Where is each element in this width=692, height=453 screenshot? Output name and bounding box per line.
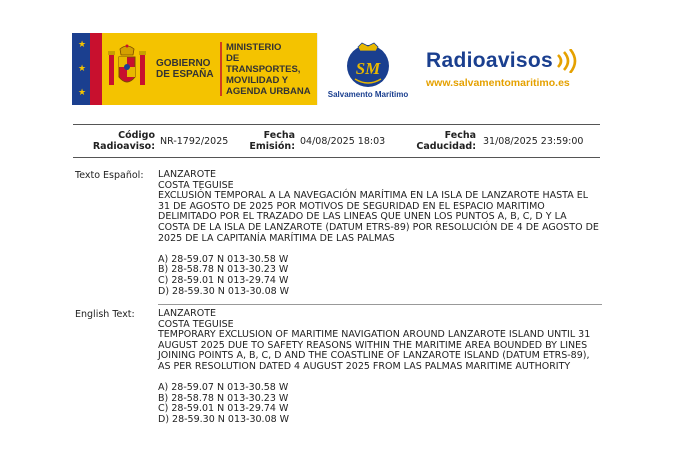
- radioavisos-title: Radioavisos: [426, 49, 603, 73]
- divider: [158, 304, 602, 305]
- radioavisos-logo: [418, 33, 603, 105]
- text-line: LANZAROTE: [158, 308, 217, 319]
- text-line: JOINING POINTS A, B, C, D AND THE COASTLINE OF LANZAROTE ISLAND (DATUM ETRS-89),: [158, 350, 590, 362]
- divider: [73, 157, 600, 158]
- coordinate-item: C) 28-59.01 N 013-29.74 W: [158, 274, 289, 286]
- star-icon: ★: [77, 39, 87, 50]
- salvamento-label: Salvamento Marítimo: [327, 90, 409, 99]
- text-line: 2025 DE LA CAPITANÍA MARÍTIMA DE LAS PALMAS: [158, 232, 395, 244]
- text-line: EXCLUSIÓN TEMPORAL A LA NAVEGACIÓN MARÍTIMA EN LA ISLA DE LANZAROTE HASTA EL: [158, 190, 589, 202]
- broadcast-waves-icon: [555, 49, 577, 73]
- emission-value: 04/08/2025 18:03: [300, 136, 386, 147]
- coat-of-arms-icon: [102, 33, 152, 105]
- text-line: TEMPORARY EXCLUSION OF MARITIME NAVIGATION AROUND LANZAROTE ISLAND UNTIL 31: [158, 329, 591, 341]
- coordinate-item: A) 28-59.07 N 013-30.58 W: [158, 382, 289, 394]
- expiry-value: 31/08/2025 23:59:00: [483, 136, 584, 147]
- spanish-text-block: [158, 170, 603, 297]
- anchor-crest-icon: [343, 39, 393, 89]
- header-banner: [72, 33, 603, 105]
- salvamento-maritimo-logo: [317, 33, 418, 105]
- expiry-label: Fecha Caducidad:: [416, 130, 476, 152]
- text-line: DELIMITADO POR EL TRAZADO DE LAS LINEAS QUE UNEN LOS PUNTOS A, B, C, D Y LA: [158, 211, 567, 223]
- spanish-text-label: Texto Español:: [75, 170, 144, 181]
- english-text-label: English Text:: [75, 309, 135, 320]
- coordinate-item: B) 28-58.78 N 013-30.23 W: [158, 264, 289, 276]
- coordinate-item: C) 28-59.01 N 013-29.74 W: [158, 403, 289, 415]
- svg-text:SM: SM: [355, 59, 381, 78]
- text-line: AUGUST 2025 DUE TO SAFETY REASONS WITHIN THE MARITIME AREA BOUNDED BY LINES: [158, 339, 588, 351]
- eu-flag-strip: [72, 33, 102, 105]
- coordinate-list: [158, 255, 603, 297]
- website-url: www.salvamentomaritimo.es: [426, 77, 570, 89]
- coordinate-list: [158, 383, 603, 425]
- divider: [73, 124, 600, 125]
- text-line: LANZAROTE: [158, 169, 217, 180]
- star-icon: ★: [77, 63, 87, 74]
- ministry-label: MINISTERIO DE TRANSPORTES, MOVILIDAD Y AGENDA URBANA: [226, 41, 311, 97]
- text-line: COSTA TEGUISE: [158, 179, 234, 191]
- code-label: Código Radioaviso:: [92, 130, 155, 152]
- english-text-block: [158, 309, 603, 426]
- coordinate-item: B) 28-58.78 N 013-30.23 W: [158, 392, 289, 404]
- emission-label: Fecha Emisión:: [249, 130, 295, 152]
- text-line: 31 DE AGOSTO DE 2025 POR MOTIVOS DE SEGURIDAD EN EL ESPACIO MARITIMO: [158, 200, 545, 212]
- notice-header: [73, 128, 600, 156]
- text-line: AS PER RESOLUTION DATED 4 AUGUST 2025 FROM LAS PALMAS MARITIME AUTHORITY: [158, 360, 571, 372]
- code-value: NR-1792/2025: [160, 136, 229, 147]
- divider: [220, 42, 222, 96]
- government-logo: [72, 33, 317, 105]
- government-label: GOBIERNO DE ESPAÑA: [156, 58, 214, 80]
- text-line: COSTA DE LA ISLA DE LANZAROTE (DATUM ETRS-89) POR RESOLUCIÓN DE 4 DE AGOSTO DE: [158, 221, 599, 233]
- star-icon: ★: [77, 87, 87, 98]
- coordinate-item: A) 28-59.07 N 013-30.58 W: [158, 253, 289, 265]
- coordinate-item: D) 28-59.30 N 013-30.08 W: [158, 413, 290, 425]
- coordinate-item: D) 28-59.30 N 013-30.08 W: [158, 285, 290, 297]
- text-line: COSTA TEGUISE: [158, 318, 234, 330]
